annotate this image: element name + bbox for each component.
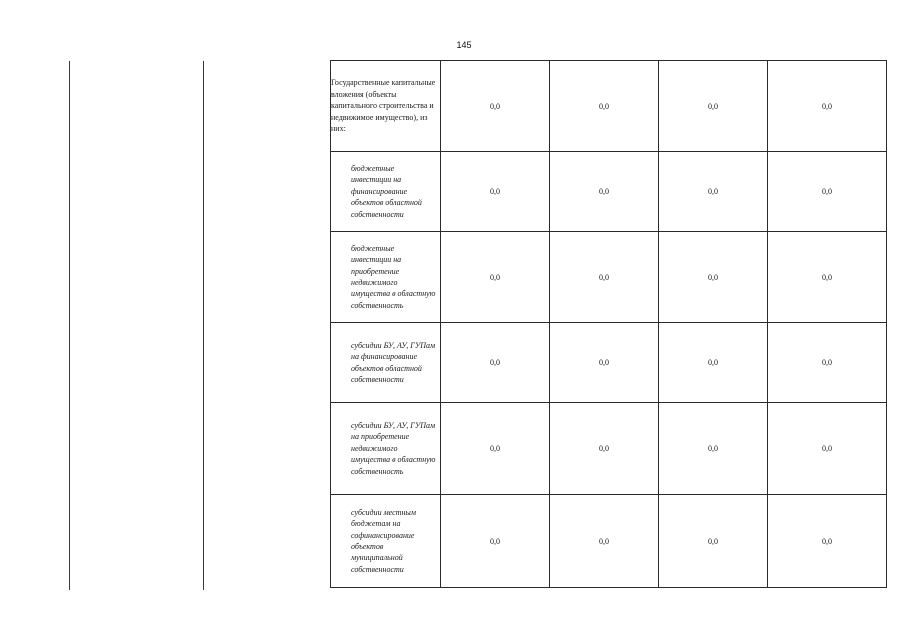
table-row bbox=[331, 495, 887, 588]
column-divider-middle bbox=[203, 61, 204, 590]
value-cell: 0,0 bbox=[441, 495, 550, 588]
value-cell: 0,0 bbox=[550, 323, 659, 403]
value-cell: 0,0 bbox=[768, 323, 887, 403]
value-cell: 0,0 bbox=[550, 152, 659, 232]
table-row bbox=[331, 403, 887, 495]
column-divider-left bbox=[69, 61, 70, 590]
value-cell: 0,0 bbox=[441, 323, 550, 403]
value-cell: 0,0 bbox=[659, 152, 768, 232]
row-label: субсидии БУ, АУ, ГУПам на приобретение недвижимого имущества в областную собственность bbox=[331, 403, 441, 495]
value-cell: 0,0 bbox=[550, 61, 659, 152]
page-number: 145 bbox=[456, 40, 472, 50]
value-cell: 0,0 bbox=[441, 403, 550, 495]
value-cell: 0,0 bbox=[768, 495, 887, 588]
value-cell: 0,0 bbox=[659, 495, 768, 588]
row-label: бюджетные инвестиции на финансирование объектов областной собственности bbox=[331, 152, 441, 232]
value-cell: 0,0 bbox=[768, 152, 887, 232]
value-cell: 0,0 bbox=[441, 232, 550, 323]
value-cell: 0,0 bbox=[659, 403, 768, 495]
value-cell: 0,0 bbox=[768, 403, 887, 495]
row-label: субсидии БУ, АУ, ГУПам на финансирование объектов областной собственности bbox=[331, 323, 441, 403]
row-label: бюджетные инвестиции на приобретение недвижимого имущества в областную собственность bbox=[331, 232, 441, 323]
value-cell: 0,0 bbox=[441, 152, 550, 232]
row-label: Государственные капитальные вложения (объекты капитального строительства и недвижимое имущество), из них: bbox=[331, 61, 441, 152]
value-cell: 0,0 bbox=[768, 61, 887, 152]
value-cell: 0,0 bbox=[659, 323, 768, 403]
value-cell: 0,0 bbox=[550, 403, 659, 495]
table-row bbox=[331, 232, 887, 323]
table-row bbox=[331, 323, 887, 403]
value-cell: 0,0 bbox=[441, 61, 550, 152]
table-row bbox=[331, 152, 887, 232]
row-label: субсидии местным бюджетам на софинансирование объектов муниципальной собственности bbox=[331, 495, 441, 588]
value-cell: 0,0 bbox=[659, 61, 768, 152]
value-cell: 0,0 bbox=[550, 495, 659, 588]
value-cell: 0,0 bbox=[768, 232, 887, 323]
table-row bbox=[331, 61, 887, 152]
capital-investments-table bbox=[330, 60, 887, 588]
value-cell: 0,0 bbox=[550, 232, 659, 323]
value-cell: 0,0 bbox=[659, 232, 768, 323]
